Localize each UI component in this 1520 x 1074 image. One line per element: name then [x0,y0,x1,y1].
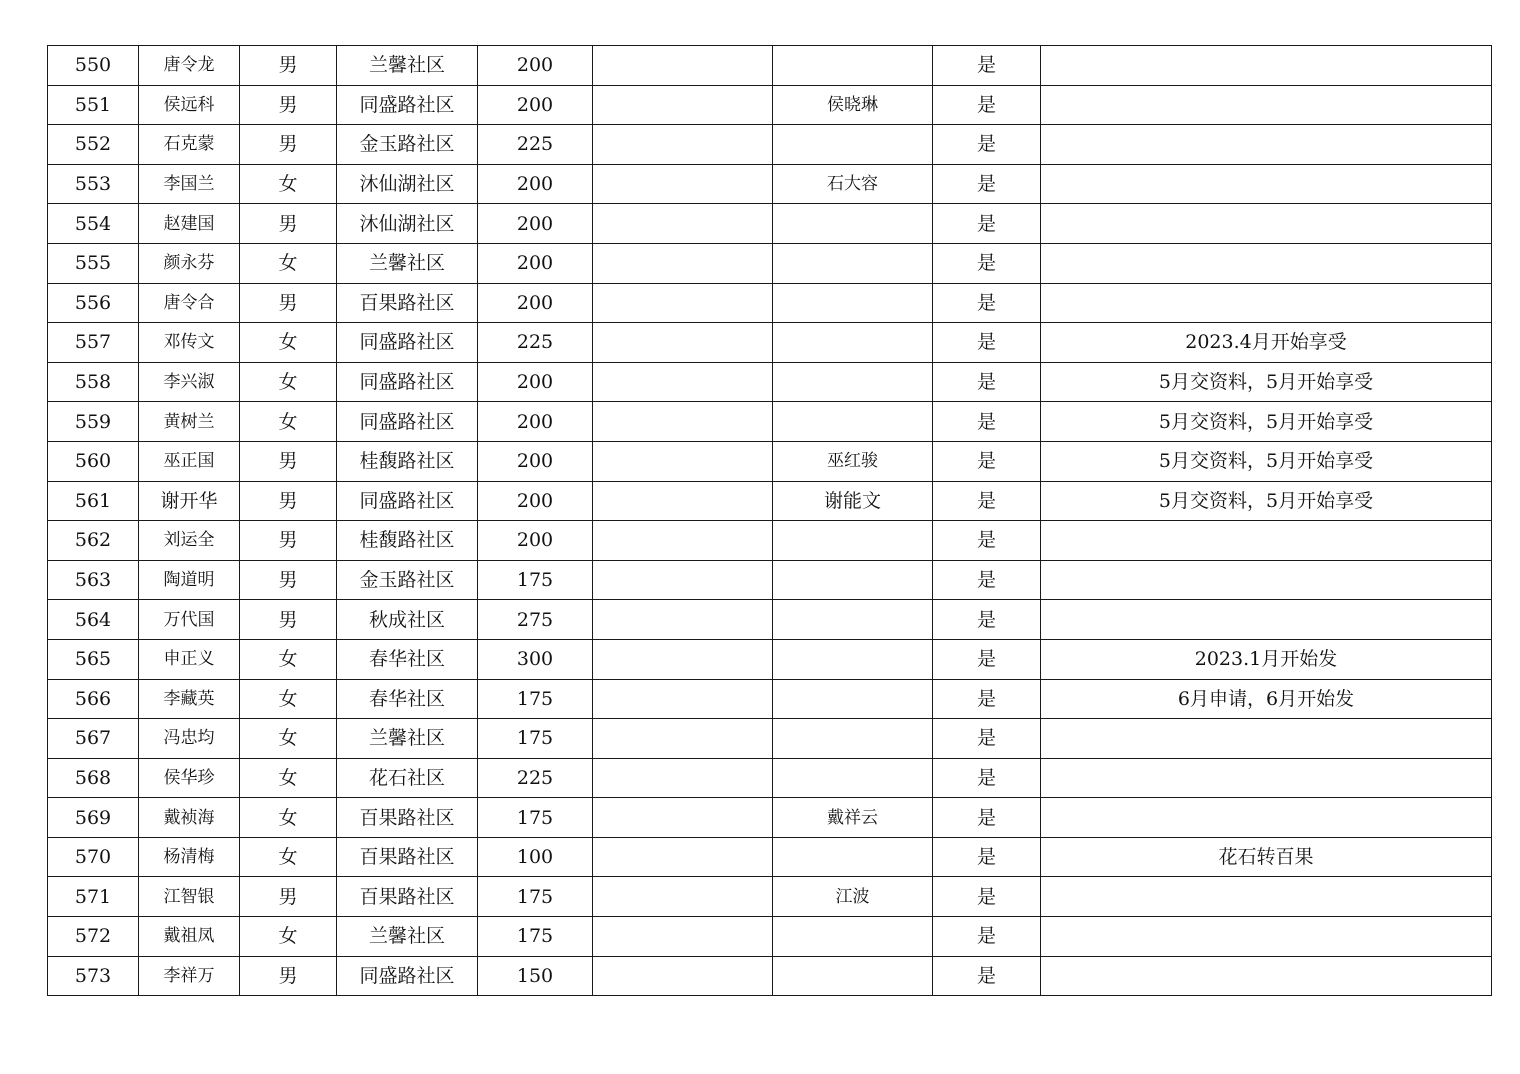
cell-gender: 女 [240,639,337,679]
cell-community: 同盛路社区 [337,85,478,125]
cell-person-name: 邓传文 [139,323,240,363]
table-row [48,323,1492,363]
cell-amount: 200 [478,521,593,561]
cell-empty-column [593,917,773,957]
cell-community: 金玉路社区 [337,125,478,165]
cell-empty-column [593,204,773,244]
cell-status: 是 [933,164,1041,204]
cell-remark [1041,560,1492,600]
table-row [48,283,1492,323]
cell-person-name: 石克蒙 [139,125,240,165]
cell-guardian [773,362,933,402]
cell-serial-number: 555 [48,243,139,283]
cell-gender: 女 [240,362,337,402]
cell-serial-number: 557 [48,323,139,363]
cell-gender: 男 [240,441,337,481]
cell-community: 桂馥路社区 [337,441,478,481]
cell-guardian [773,521,933,561]
cell-remark [1041,758,1492,798]
cell-empty-column [593,283,773,323]
cell-person-name: 颜永芬 [139,243,240,283]
cell-serial-number: 550 [48,46,139,86]
cell-community: 沐仙湖社区 [337,164,478,204]
cell-guardian [773,837,933,877]
cell-person-name: 唐令龙 [139,46,240,86]
table-row [48,758,1492,798]
cell-community: 秋成社区 [337,600,478,640]
cell-community: 兰馨社区 [337,917,478,957]
cell-community: 金玉路社区 [337,560,478,600]
table-row [48,204,1492,244]
cell-guardian: 巫红骏 [773,441,933,481]
cell-remark [1041,956,1492,996]
table-row [48,560,1492,600]
cell-person-name: 赵建国 [139,204,240,244]
subsidy-table [47,45,1492,996]
table-row [48,164,1492,204]
cell-guardian [773,402,933,442]
table-row [48,125,1492,165]
cell-amount: 200 [478,402,593,442]
cell-amount: 200 [478,204,593,244]
cell-gender: 男 [240,600,337,640]
cell-community: 花石社区 [337,758,478,798]
cell-gender: 男 [240,46,337,86]
cell-amount: 225 [478,323,593,363]
cell-remark: 5月交资料，5月开始享受 [1041,402,1492,442]
cell-remark [1041,283,1492,323]
table-row [48,46,1492,86]
cell-community: 百果路社区 [337,837,478,877]
cell-serial-number: 558 [48,362,139,402]
cell-community: 春华社区 [337,639,478,679]
cell-amount: 200 [478,164,593,204]
cell-serial-number: 573 [48,956,139,996]
cell-amount: 175 [478,917,593,957]
cell-status: 是 [933,837,1041,877]
table-row [48,639,1492,679]
cell-empty-column [593,441,773,481]
cell-status: 是 [933,600,1041,640]
cell-gender: 女 [240,917,337,957]
table-row [48,798,1492,838]
cell-person-name: 李兴淑 [139,362,240,402]
cell-empty-column [593,46,773,86]
cell-community: 兰馨社区 [337,46,478,86]
cell-community: 同盛路社区 [337,481,478,521]
cell-serial-number: 571 [48,877,139,917]
cell-community: 百果路社区 [337,283,478,323]
cell-person-name: 申正义 [139,639,240,679]
cell-empty-column [593,956,773,996]
cell-empty-column [593,125,773,165]
cell-remark: 5月交资料，5月开始享受 [1041,441,1492,481]
cell-remark [1041,917,1492,957]
cell-empty-column [593,362,773,402]
cell-gender: 男 [240,283,337,323]
table-row [48,679,1492,719]
cell-amount: 175 [478,877,593,917]
cell-empty-column [593,639,773,679]
cell-person-name: 侯远科 [139,85,240,125]
cell-serial-number: 570 [48,837,139,877]
cell-community: 同盛路社区 [337,362,478,402]
cell-empty-column [593,164,773,204]
cell-status: 是 [933,956,1041,996]
table-row [48,600,1492,640]
cell-status: 是 [933,85,1041,125]
cell-person-name: 李祥万 [139,956,240,996]
cell-status: 是 [933,481,1041,521]
cell-empty-column [593,402,773,442]
table-row [48,243,1492,283]
cell-amount: 100 [478,837,593,877]
cell-status: 是 [933,521,1041,561]
cell-status: 是 [933,204,1041,244]
cell-person-name: 戴祯海 [139,798,240,838]
cell-remark [1041,877,1492,917]
cell-remark [1041,204,1492,244]
cell-amount: 200 [478,441,593,481]
cell-community: 百果路社区 [337,798,478,838]
cell-remark [1041,719,1492,759]
cell-status: 是 [933,402,1041,442]
cell-amount: 150 [478,956,593,996]
cell-community: 同盛路社区 [337,402,478,442]
cell-person-name: 黄树兰 [139,402,240,442]
cell-gender: 女 [240,164,337,204]
cell-gender: 女 [240,243,337,283]
cell-serial-number: 564 [48,600,139,640]
cell-person-name: 李藏英 [139,679,240,719]
table-row [48,956,1492,996]
cell-person-name: 江智银 [139,877,240,917]
cell-serial-number: 559 [48,402,139,442]
cell-gender: 女 [240,837,337,877]
cell-guardian [773,283,933,323]
cell-empty-column [593,323,773,363]
table-row [48,719,1492,759]
cell-amount: 225 [478,758,593,798]
cell-community: 沐仙湖社区 [337,204,478,244]
cell-empty-column [593,600,773,640]
cell-amount: 175 [478,719,593,759]
cell-serial-number: 568 [48,758,139,798]
cell-person-name: 刘运全 [139,521,240,561]
cell-remark: 花石转百果 [1041,837,1492,877]
cell-person-name: 谢开华 [139,481,240,521]
cell-person-name: 戴祖凤 [139,917,240,957]
cell-serial-number: 551 [48,85,139,125]
cell-amount: 175 [478,560,593,600]
cell-empty-column [593,798,773,838]
cell-guardian [773,679,933,719]
cell-gender: 男 [240,521,337,561]
cell-amount: 200 [478,481,593,521]
cell-status: 是 [933,639,1041,679]
cell-community: 同盛路社区 [337,956,478,996]
cell-gender: 男 [240,481,337,521]
cell-gender: 男 [240,85,337,125]
cell-empty-column [593,481,773,521]
cell-serial-number: 566 [48,679,139,719]
cell-amount: 200 [478,243,593,283]
cell-remark: 2023.1月开始发 [1041,639,1492,679]
cell-guardian: 江波 [773,877,933,917]
cell-guardian [773,560,933,600]
cell-community: 春华社区 [337,679,478,719]
cell-person-name: 巫正国 [139,441,240,481]
cell-status: 是 [933,917,1041,957]
cell-serial-number: 554 [48,204,139,244]
cell-remark [1041,85,1492,125]
cell-guardian [773,639,933,679]
cell-person-name: 侯华珍 [139,758,240,798]
cell-remark [1041,125,1492,165]
cell-amount: 175 [478,679,593,719]
cell-gender: 男 [240,877,337,917]
cell-serial-number: 561 [48,481,139,521]
cell-guardian [773,243,933,283]
cell-serial-number: 569 [48,798,139,838]
cell-person-name: 李国兰 [139,164,240,204]
cell-remark: 6月申请，6月开始发 [1041,679,1492,719]
cell-empty-column [593,877,773,917]
cell-status: 是 [933,283,1041,323]
cell-status: 是 [933,125,1041,165]
cell-status: 是 [933,877,1041,917]
cell-status: 是 [933,719,1041,759]
cell-status: 是 [933,441,1041,481]
cell-gender: 女 [240,798,337,838]
cell-remark [1041,164,1492,204]
table-row [48,877,1492,917]
cell-empty-column [593,837,773,877]
cell-serial-number: 563 [48,560,139,600]
cell-guardian: 戴祥云 [773,798,933,838]
cell-person-name: 万代国 [139,600,240,640]
cell-community: 兰馨社区 [337,243,478,283]
cell-status: 是 [933,243,1041,283]
cell-guardian [773,600,933,640]
cell-status: 是 [933,560,1041,600]
table-row [48,521,1492,561]
cell-gender: 女 [240,323,337,363]
table-row [48,85,1492,125]
cell-amount: 200 [478,85,593,125]
cell-empty-column [593,243,773,283]
cell-gender: 男 [240,560,337,600]
cell-serial-number: 565 [48,639,139,679]
cell-empty-column [593,758,773,798]
cell-person-name: 陶道明 [139,560,240,600]
cell-status: 是 [933,362,1041,402]
cell-guardian: 石大容 [773,164,933,204]
cell-empty-column [593,719,773,759]
cell-status: 是 [933,758,1041,798]
cell-guardian [773,323,933,363]
cell-remark: 2023.4月开始享受 [1041,323,1492,363]
cell-community: 同盛路社区 [337,323,478,363]
cell-amount: 200 [478,46,593,86]
cell-remark: 5月交资料，5月开始享受 [1041,362,1492,402]
cell-guardian [773,125,933,165]
table-row [48,837,1492,877]
cell-status: 是 [933,679,1041,719]
cell-gender: 男 [240,956,337,996]
cell-serial-number: 567 [48,719,139,759]
table-row [48,362,1492,402]
cell-remark: 5月交资料，5月开始享受 [1041,481,1492,521]
cell-guardian [773,204,933,244]
cell-remark [1041,521,1492,561]
cell-gender: 男 [240,125,337,165]
cell-gender: 女 [240,719,337,759]
cell-serial-number: 556 [48,283,139,323]
cell-empty-column [593,521,773,561]
cell-person-name: 杨清梅 [139,837,240,877]
cell-guardian [773,758,933,798]
cell-amount: 225 [478,125,593,165]
cell-gender: 女 [240,758,337,798]
cell-guardian [773,917,933,957]
cell-guardian [773,956,933,996]
cell-serial-number: 553 [48,164,139,204]
cell-status: 是 [933,323,1041,363]
table-row [48,441,1492,481]
cell-remark [1041,243,1492,283]
cell-amount: 200 [478,362,593,402]
table-row [48,402,1492,442]
cell-amount: 300 [478,639,593,679]
cell-empty-column [593,85,773,125]
cell-serial-number: 572 [48,917,139,957]
table-row [48,481,1492,521]
cell-status: 是 [933,46,1041,86]
cell-person-name: 唐令合 [139,283,240,323]
cell-guardian [773,46,933,86]
cell-amount: 200 [478,283,593,323]
cell-amount: 275 [478,600,593,640]
cell-amount: 175 [478,798,593,838]
cell-serial-number: 552 [48,125,139,165]
cell-serial-number: 560 [48,441,139,481]
cell-empty-column [593,679,773,719]
cell-community: 桂馥路社区 [337,521,478,561]
cell-empty-column [593,560,773,600]
table-row [48,917,1492,957]
cell-community: 百果路社区 [337,877,478,917]
cell-status: 是 [933,798,1041,838]
cell-guardian: 侯晓琳 [773,85,933,125]
cell-gender: 男 [240,204,337,244]
cell-guardian [773,719,933,759]
table-body [48,46,1492,996]
cell-gender: 女 [240,402,337,442]
cell-gender: 女 [240,679,337,719]
cell-remark [1041,46,1492,86]
cell-person-name: 冯忠均 [139,719,240,759]
cell-serial-number: 562 [48,521,139,561]
cell-guardian: 谢能文 [773,481,933,521]
cell-remark [1041,600,1492,640]
cell-community: 兰馨社区 [337,719,478,759]
cell-remark [1041,798,1492,838]
